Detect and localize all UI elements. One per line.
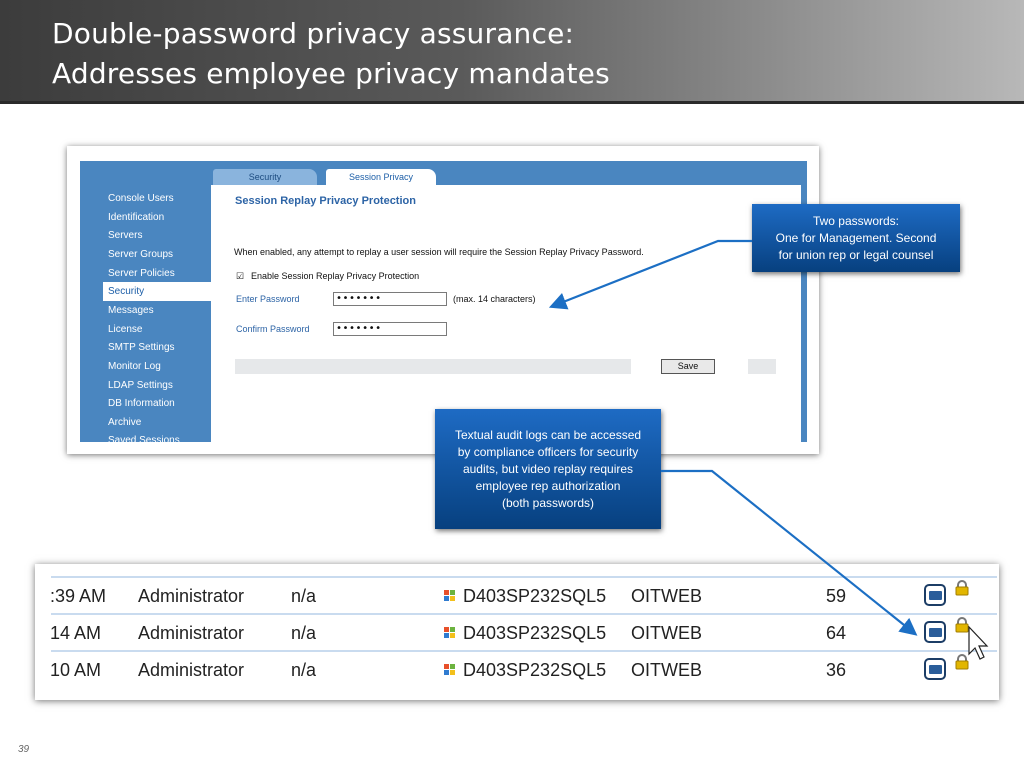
cell-server: D403SP232SQL5 [463, 586, 607, 606]
cell-domain: OITWEB [631, 586, 702, 606]
checkbox-label: Enable Session Replay Privacy Protection [251, 271, 420, 281]
cell-user: Administrator [138, 623, 245, 643]
sidebar-item-server-policies[interactable]: Server Policies [108, 268, 175, 279]
sidebar-item-console-users[interactable]: Console Users [108, 193, 174, 204]
slide-header [0, 0, 1024, 104]
replay-video-icon[interactable] [924, 584, 946, 606]
enter-password-field[interactable]: ••••••• [333, 292, 447, 306]
sidebar-item-monitor-log[interactable]: Monitor Log [108, 361, 161, 372]
sidebar-item-server-groups[interactable]: Server Groups [108, 249, 174, 260]
page-number: 39 [18, 744, 30, 755]
callout-line: employee rep authorization [475, 479, 621, 493]
privacy-checkbox-row[interactable] [236, 271, 419, 281]
tab-session-privacy[interactable]: Session Privacy [326, 169, 436, 185]
cell-time: 10 AM [50, 660, 102, 680]
audit-callout [435, 409, 661, 529]
cell-time: 14 AM [50, 623, 102, 643]
slide-title-line2: Addresses employee privacy mandates [52, 57, 610, 90]
sidebar-item-license[interactable]: License [108, 324, 143, 335]
sidebar-item-messages[interactable]: Messages [108, 305, 154, 316]
sidebar-item-servers[interactable]: Servers [108, 230, 143, 241]
cell-count: 59 [826, 586, 847, 606]
table-row[interactable] [35, 615, 999, 651]
lock-icon [954, 617, 970, 633]
cell-domain: OITWEB [631, 623, 702, 643]
description-text: When enabled, any attempt to replay a user session will require the Session Replay Privacy Password. [234, 247, 644, 257]
section-title: Session Replay Privacy Protection [235, 195, 416, 207]
console-app [80, 161, 807, 442]
windows-flag-icon [444, 590, 456, 602]
console-screenshot [67, 146, 819, 454]
cell-user: Administrator [138, 660, 245, 680]
confirm-password-field[interactable]: ••••••• [333, 322, 447, 336]
sidebar-item-saved-sessions[interactable]: Saved Sessions [108, 435, 180, 442]
cell-time: :39 AM [50, 586, 107, 606]
slide-title [52, 14, 610, 94]
callout-line: by compliance officers for security [457, 445, 639, 459]
checkbox-checked-icon[interactable]: ☑ [236, 271, 245, 282]
replay-video-icon[interactable] [924, 658, 946, 680]
cell-na: n/a [291, 623, 317, 643]
tab-security[interactable]: Security [213, 169, 317, 185]
button-bar-left [235, 359, 631, 374]
cell-count: 64 [826, 623, 847, 643]
callout-line: Textual audit logs can be accessed [454, 428, 642, 442]
callout-line: audits, but video replay requires [462, 462, 634, 476]
save-button[interactable]: Save [661, 359, 715, 374]
tab-bar [211, 161, 807, 185]
session-log-screenshot [35, 564, 999, 700]
sidebar-item-archive[interactable]: Archive [108, 417, 142, 428]
cell-domain: OITWEB [631, 660, 702, 680]
cell-server: D403SP232SQL5 [463, 623, 607, 643]
sidebar-item-smtp-settings[interactable]: SMTP Settings [108, 342, 175, 353]
callout-line: One for Management. Second [775, 231, 937, 245]
sidebar-item-ldap-settings[interactable]: LDAP Settings [108, 380, 173, 391]
callout-line: for union rep or legal counsel [778, 248, 934, 262]
settings-panel [211, 185, 801, 442]
sidebar-item-security[interactable]: Security [103, 282, 211, 301]
sidebar-item-db-information[interactable]: DB Information [108, 398, 175, 409]
lock-icon [954, 580, 970, 596]
callout-line: Two passwords: [812, 214, 900, 228]
callout-line: (both passwords) [501, 496, 595, 510]
cell-na: n/a [291, 586, 317, 606]
slide-title-line1: Double-password privacy assurance: [52, 17, 575, 50]
table-row[interactable] [35, 652, 999, 688]
passwords-callout [752, 204, 960, 272]
sidebar-item-identification[interactable]: Identification [108, 212, 165, 223]
cell-user: Administrator [138, 586, 245, 606]
enter-password-label: Enter Password [236, 294, 300, 304]
button-bar-right [748, 359, 776, 374]
lock-icon [954, 654, 970, 670]
replay-video-icon[interactable] [924, 621, 946, 643]
table-row[interactable] [35, 578, 999, 614]
cell-server: D403SP232SQL5 [463, 660, 607, 680]
confirm-password-label: Confirm Password [236, 324, 310, 334]
password-hint: (max. 14 characters) [453, 294, 536, 304]
cell-na: n/a [291, 660, 317, 680]
cell-count: 36 [826, 660, 847, 680]
windows-flag-icon [444, 664, 456, 676]
sidebar-nav [80, 181, 211, 442]
windows-flag-icon [444, 627, 456, 639]
